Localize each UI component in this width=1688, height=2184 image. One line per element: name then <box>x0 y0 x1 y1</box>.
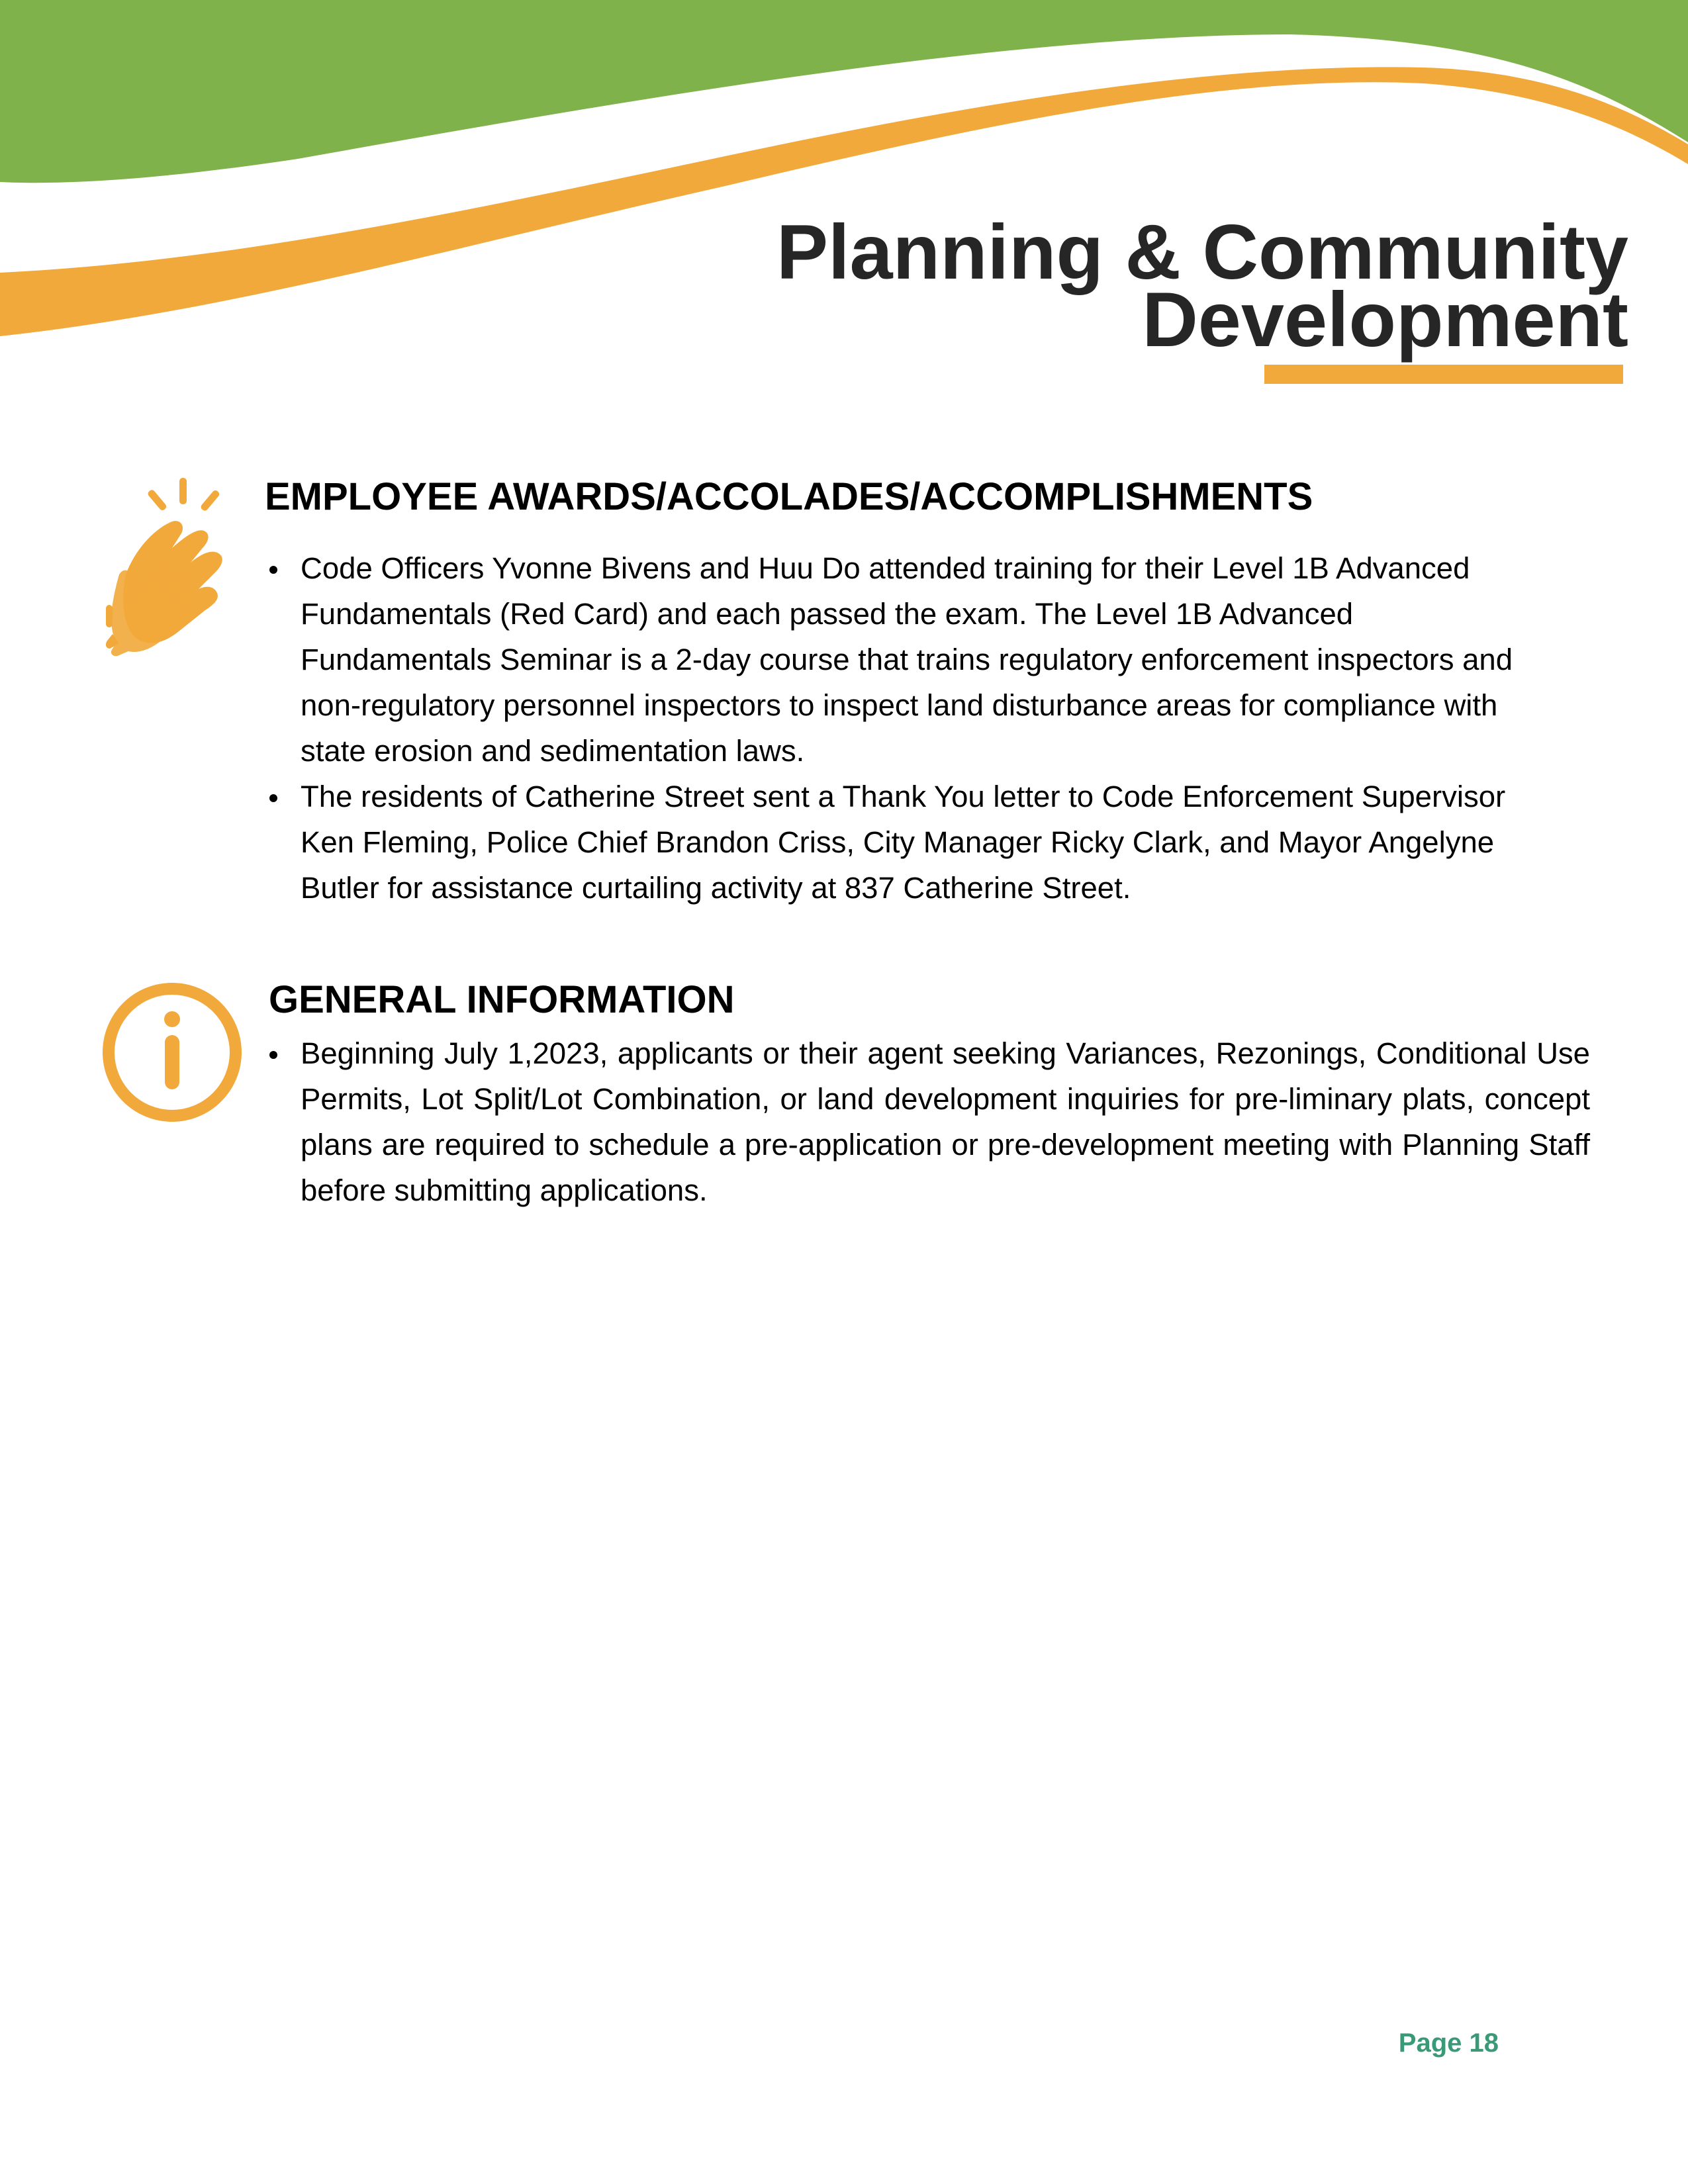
clapping-hands-icon <box>99 475 238 662</box>
page-title <box>776 208 1628 363</box>
general-info-bullet-list <box>267 1030 1590 1213</box>
info-icon <box>99 979 245 1125</box>
page-title-line1: Planning & Community <box>776 208 1628 295</box>
awards-bullet-list <box>267 545 1545 911</box>
section-heading-general-info: GENERAL INFORMATION <box>269 978 735 1021</box>
title-underline <box>1264 365 1623 384</box>
list-item: The residents of Catherine Street sent a Thank You letter to Code Enforcement Supervisor Ken Fleming, Police Chief Brandon Criss, City Manager Ricky Clark, and Mayor Angelyne Butler for assistance curtailing activity at 837 Catherine Street. <box>267 774 1545 911</box>
page-title-line2: Development <box>1142 276 1628 363</box>
page-number: Page 18 <box>1398 2028 1499 2058</box>
section-heading-awards: EMPLOYEE AWARDS/ACCOLADES/ACCOMPLISHMENTS <box>265 475 1313 518</box>
list-item: Beginning July 1,2023, applicants or their agent seeking Variances, Rezonings, Conditional Use Permits, Lot Split/Lot Combination, or land development inquiries for pre-liminary plats, concept plans are required to schedule a pre-application or pre-development meeting with Planning Staff before submitting applications. <box>267 1030 1590 1213</box>
list-item: Code Officers Yvonne Bivens and Huu Do attended training for their Level 1B Advanced Fundamentals (Red Card) and each passed the exam. The Level 1B Advanced Fundamentals Seminar is a 2-day course that trains regulatory enforcement inspectors and non-regulatory personnel inspectors to inspect land disturbance areas for compliance with state erosion and sedimentation laws. <box>267 545 1545 774</box>
